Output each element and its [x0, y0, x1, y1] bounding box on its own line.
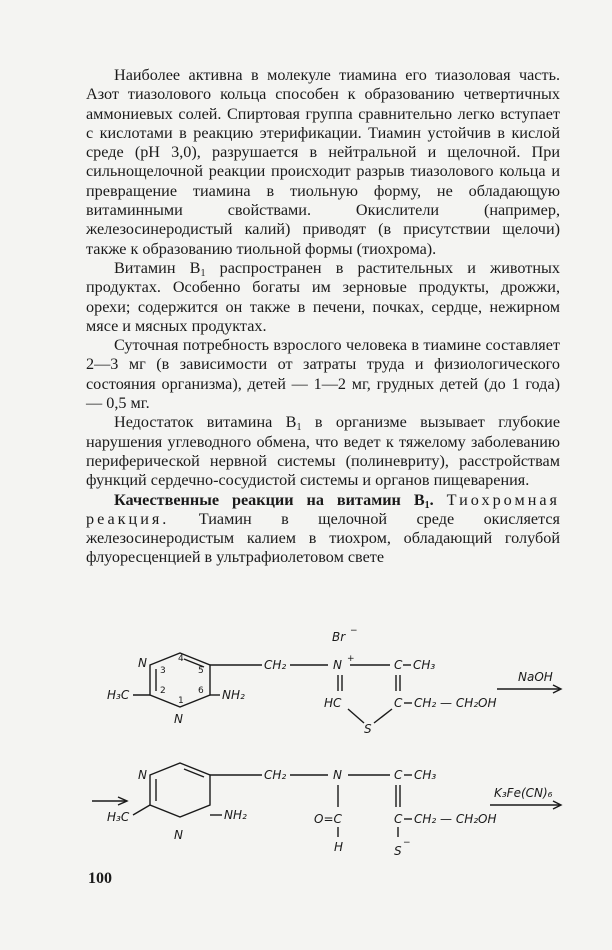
p4-subscript: 1 — [296, 422, 302, 434]
nh2-label: NH₂ — [222, 688, 245, 702]
paragraph-daily-need: Суточная потребность взрослого человека в тиамине составляет 2—3 мг (в зависимости от затраты труда и физиологического состояния организма), детей — 1—2 мг, грудных детей (до 1 года) — 0,5 мг. — [86, 336, 560, 413]
row2-n-label: N — [333, 768, 342, 782]
thiolate-label: S — [394, 844, 402, 858]
c-side-label: C — [394, 696, 403, 710]
h3c-label: H₃C — [107, 688, 130, 702]
reagent-ferricyanide: K₃Fe(CN)₆ — [494, 786, 553, 800]
reaction-description: Тиамин в щелочной среде окисляется железосинеродистым калием в тиохром, обладающий голубой флуоресценцией в ультрафиолетовом свете — [86, 509, 560, 567]
svg-text:+: + — [347, 654, 355, 664]
reagent-naoh: NaOH — [518, 670, 553, 684]
paragraph-deficiency — [86, 413, 560, 490]
svg-text:−: − — [403, 838, 411, 848]
ch3-label: CH₃ — [413, 658, 436, 672]
pyrimidine-ring-2 — [150, 763, 210, 817]
bromide-label: Br — [332, 630, 346, 644]
row2-c-label: C — [394, 768, 403, 782]
section-heading: Качественные реакции на витамин $B_1$. — [114, 490, 434, 511]
row2-ch2-label: CH₂ — [264, 768, 287, 782]
p2-lead: Витамин B — [114, 258, 201, 277]
p2-text: распространен в растительных и животных продуктах. Особенно богаты им зерновые продукты, дрожжи, орехи; содержится он также в печени, почках, сердце, нежирном мясе и мясных продуктах. — [86, 258, 560, 335]
hc-label: HC — [324, 696, 342, 710]
svg-text:2: 2 — [160, 686, 166, 696]
row2-c2-label: C — [394, 812, 403, 826]
row2-ring-n-top: N — [138, 768, 147, 782]
p2-subscript: 1 — [200, 267, 206, 279]
paragraph-thiamine-activity: Наиболее активна в молекуле тиамина его тиазоловая часть. Азот тиазолового кольца способен к образованию четвертичных аммониевых солей. Спиртовая группа сравнительно легко вступает с кислотами в реакцию этерификации. Тиамин устойчив в кислой среде (рН 3,0), разрушается в нейтральной и щелочной. При сильнощелочной реакции происходит разрыв тиазолового кольца и превращение тиамина в тиольную форму, не обладающую витаминными свойствами. Окислители (например, железосинеродистый калий) приводят (в присутствии щелочи) также к образованию тиольной формы (тиохрома). — [86, 66, 560, 258]
row2-side-chain-label: CH₂ — CH₂OH — [414, 812, 497, 826]
svg-text:4: 4 — [178, 654, 184, 664]
body-text — [86, 66, 560, 568]
ch2-label: CH₂ — [264, 658, 287, 672]
thiazole-n: N — [333, 658, 342, 672]
paragraph-qualitative-reactions — [86, 491, 560, 568]
row2-ring-n-bottom: N — [174, 828, 183, 842]
formyl-label: O=C — [314, 812, 342, 826]
c-atom: C — [394, 658, 403, 672]
ring-n-top: N — [138, 656, 147, 670]
row2-h3c-label: H₃C — [107, 810, 130, 824]
svg-text:6: 6 — [198, 686, 204, 696]
page-number: 100 — [88, 870, 112, 887]
svg-text:−: − — [350, 626, 358, 636]
thiochrome-reaction-diagram — [0, 615, 612, 875]
row2-nh2-label: NH₂ — [224, 808, 247, 822]
svg-text:1: 1 — [178, 696, 184, 706]
svg-text:5: 5 — [198, 666, 204, 676]
svg-text:3: 3 — [160, 666, 166, 676]
side-chain-label: CH₂ — CH₂OH — [414, 696, 497, 710]
row2-ch3-label: CH₃ — [414, 768, 437, 782]
reaction-name: Тиохромная реакция. — [86, 490, 560, 528]
sulfur-label: S — [364, 722, 372, 736]
p4-text: в организме вызывает глубокие нарушения углеводного обмена, что ведет к тяжелому заболеванию периферической нервной системы (полиневриту), расстройствам функций сердечно-сосудистой системы и органов пищеварения. — [86, 413, 561, 490]
paragraph-b1-sources — [86, 259, 560, 336]
ring-n-bottom: N — [174, 712, 183, 726]
hydrogen-label: H — [334, 840, 344, 854]
p4-lead: Недостаток витамина B — [114, 413, 297, 432]
